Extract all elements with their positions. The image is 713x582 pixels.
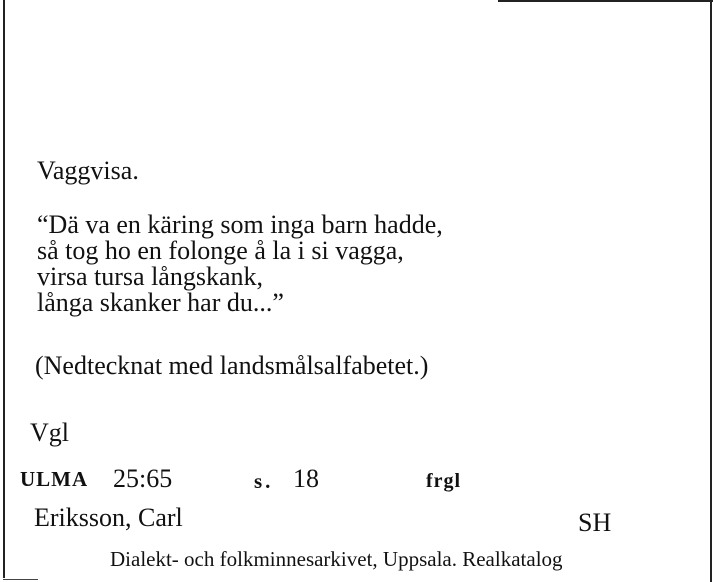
verse-line: “Dä va en käring som inga barn hadde, xyxy=(37,210,443,239)
card-title: Vaggvisa. xyxy=(37,156,139,185)
page-number: 18 xyxy=(293,464,319,493)
category-code: frgl xyxy=(426,470,462,492)
card-bottom-border xyxy=(3,579,38,580)
archive-code: ULMA xyxy=(20,467,89,491)
archive-reference xyxy=(20,464,620,494)
card-left-border xyxy=(3,0,5,578)
signature: SH xyxy=(578,508,612,537)
verse-line: så tog ho en folonge å la i si vagga, xyxy=(37,236,404,265)
card-right-border xyxy=(710,0,712,582)
transcription-note: (Nedtecknat med landsmålsalfabetet.) xyxy=(35,351,429,380)
page-label: s. xyxy=(254,469,274,493)
collector-name: Eriksson, Carl xyxy=(34,503,183,532)
card-top-border xyxy=(498,0,713,2)
verse-line: långa skanker har du...” xyxy=(37,288,284,317)
verse-line: virsa tursa långskank, xyxy=(37,262,264,291)
archive-number: 25:65 xyxy=(113,464,173,493)
card-footer: Dialekt- och folkminnesarkivet, Uppsala. Realkatalog xyxy=(110,547,563,571)
verse-text xyxy=(37,212,443,316)
vgl-label: Vgl xyxy=(30,418,69,447)
